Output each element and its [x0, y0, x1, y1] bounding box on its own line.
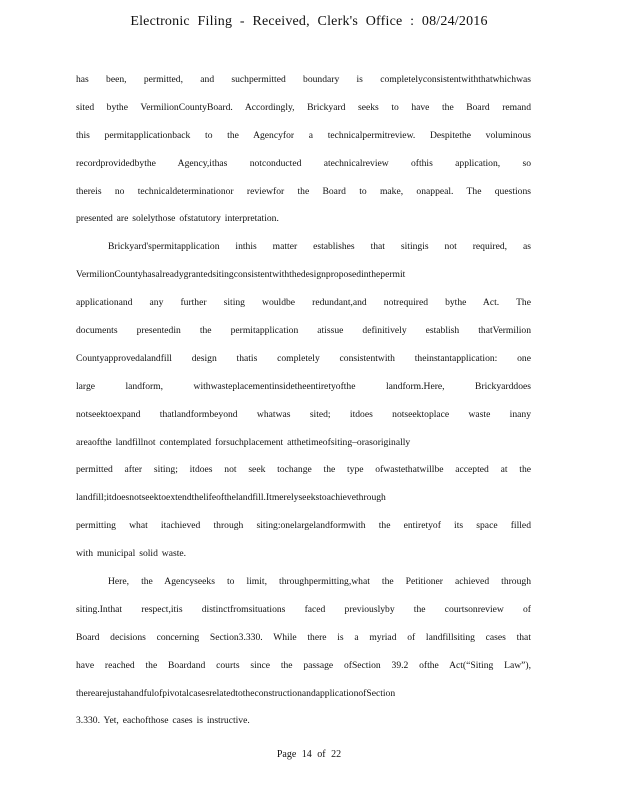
text-line: with municipal solid waste. — [76, 548, 187, 560]
text-line: siting.Inthat respect,itis distinctfromsituations faced previouslyby the courtsonreview of — [76, 603, 531, 615]
paragraph-start-line: Brickyard'spermitapplication inthis matter establishes that sitingis not required, as — [108, 241, 531, 253]
text-line: sited bythe VermilionCountyBoard. Accordingly, Brickyard seeks to have the Board remand — [76, 101, 531, 113]
text-line: permitting what itachieved through siting:onelargelandformwith the entiretyof its space filled — [76, 520, 531, 532]
text-line: this permitapplicationback to the Agencyfor a technicalpermitreview. Despitethe voluminous — [76, 129, 531, 141]
text-line: VermilionCountyhasalreadygrantedsitingconsistentwiththedesignproposedinthepermit — [76, 269, 406, 281]
text-line: permitted after siting; itdoes not seek tochange the type ofwastethatwillbe accepted at the — [76, 464, 531, 476]
text-line: recordprovidedbythe Agency,ithas notconducted atechnicalreview ofthis application, so — [76, 157, 531, 169]
body-text — [76, 66, 531, 735]
text-line: have reached the Boardand courts since the passage ofSection 39.2 ofthe Act(“Siting Law”), — [76, 659, 531, 671]
text-line: large landform, withwasteplacementinsidetheentiretyofthe landform.Here, Brickyarddoes — [76, 380, 531, 392]
filing-stamp-header: Electronic Filing - Received, Clerk's Office : 08/24/2016 — [130, 14, 488, 29]
text-line: applicationand any further siting wouldbe redundant,and notrequired bythe Act. The — [76, 297, 531, 309]
page-number: Page 14 of 22 — [276, 749, 342, 760]
text-line: therearejustahandfulofpivotalcasesrelatedtotheconstructionandapplicationofSection — [76, 687, 396, 699]
text-line: has been, permitted, and suchpermitted boundary is completelyconsistentwiththatwhichwas — [76, 74, 531, 85]
text-line: thereis no technicaldeterminationor reviewfor the Board to make, onappeal. The questions — [76, 185, 531, 197]
text-line: presented are solelythose ofstatutory interpretation. — [76, 213, 279, 225]
paragraph-start-line: Here, the Agencyseeks to limit, throughpermitting,what the Petitioner achieved through — [108, 576, 531, 588]
text-line: notseektoexpand thatlandformbeyond whatwas sited; itdoes notseektoplace waste inany — [76, 408, 531, 420]
text-line: landfill;itdoesnotseektoextendthelifeofthelandfill.Itmerelyseekstoachievethrough — [76, 492, 386, 504]
text-line: documents presentedin the permitapplication atissue definitively establish thatVermilion — [76, 325, 531, 337]
text-line: Countyapprovedalandfill design thatis completely consistentwith theinstantapplication: one — [76, 352, 531, 364]
text-line: Board decisions concerning Section3.330. While there is a myriad of landfillsiting cases that — [76, 631, 531, 643]
text-line: 3.330. Yet, eachofthose cases is instructive. — [76, 715, 250, 727]
text-line: areaofthe landfillnot contemplated forsuchplacement atthetimeofsiting–orasoriginally — [76, 436, 411, 448]
